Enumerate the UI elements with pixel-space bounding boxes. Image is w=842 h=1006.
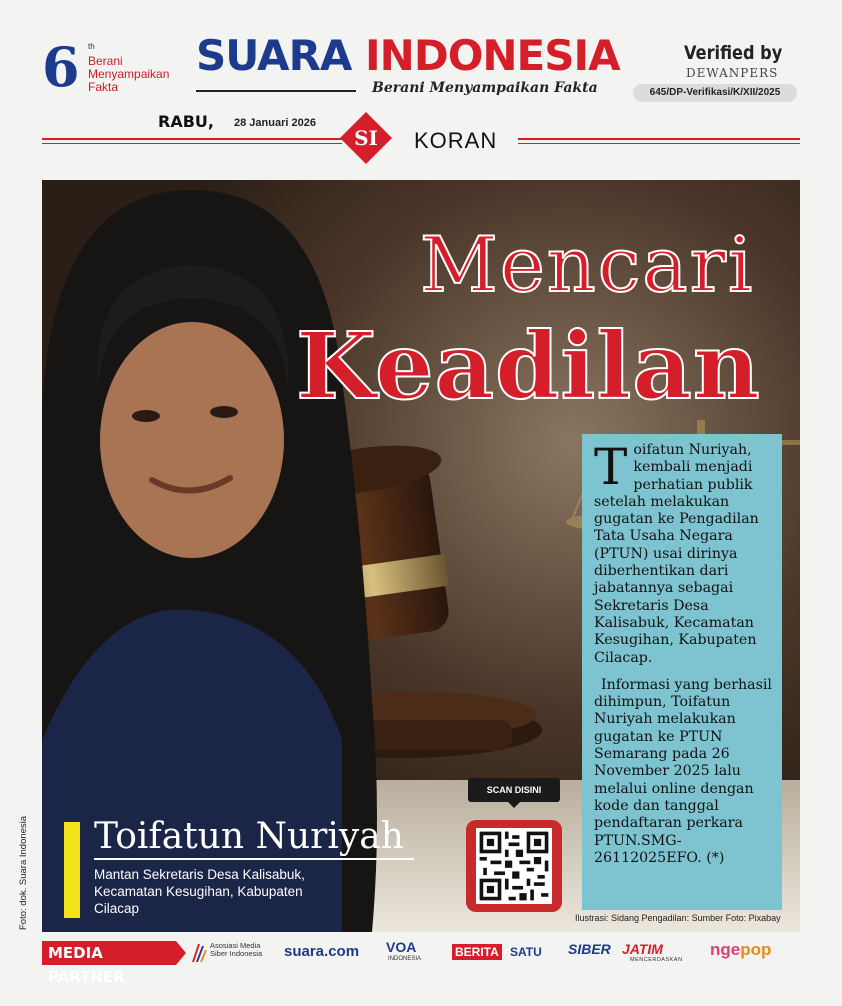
edition-day: RABU, [158, 112, 214, 131]
masthead-suara: SUARA [196, 31, 352, 80]
edition-date: 28 Januari 2026 [234, 117, 316, 129]
amsi-logo-icon [190, 942, 208, 964]
article-box [582, 434, 782, 910]
article-paragraph-1 [594, 438, 772, 667]
header-rule-right-thin [518, 143, 800, 144]
scan-label: SCAN DISINI [468, 778, 560, 802]
header-rule-left [42, 138, 342, 140]
anniversary-number: 6 [42, 35, 80, 99]
partner-voa-sub: INDONESIA [388, 956, 422, 962]
photo-credit: Foto: dok. Suara Indonesia [18, 815, 29, 930]
verification-code: 645/DP-Verifikasi/K/XII/2025 [633, 84, 797, 102]
caption-name: Toifatun Nuriyah [94, 816, 404, 857]
article-paragraph-1-text: oifatun Nuriyah, kembali menjadi perhatian publik setelah melakukan gugatan ke Pengadilan Tata Usaha Negara (PTUN) usai dirinya diberhentikan dari jabatannya sebagai Sekretaris Desa Kalisabuk, Kecamatan Kesugihan, Kabupaten Cilacap. [594, 442, 759, 666]
caption-accent-bar [64, 822, 80, 918]
qr-code[interactable] [466, 820, 562, 912]
partner-ngepop-b: pop [740, 940, 772, 959]
partner-suara[interactable]: suara.com [284, 943, 360, 960]
anniversary-suffix: th [88, 42, 95, 51]
partner-ngepop[interactable] [710, 940, 771, 960]
partner-siberjatim-siber[interactable]: SIBER [568, 941, 611, 957]
header-rule-left-thin [42, 143, 342, 144]
masthead-indonesia: INDONESIA [365, 31, 620, 80]
caption-description: Mantan Sekretaris Desa Kalisabuk, Kecamatan Kesugihan, Kabupaten Cilacap [94, 867, 305, 916]
anniversary-tagline: Berani Menyampaikan Fakta [88, 54, 170, 94]
article-dropcap: T [594, 438, 628, 496]
article-paragraph-2: Informasi yang berhasil dihimpun, Toifatun Nuriyah melakukan gugatan ke PTUN Semarang pada 26 November 2025 lalu melalui online dengan kode dan tanggal pendaftaran perkara PTUN.SMG-26112025EFO. (*) [594, 676, 772, 866]
tagline-rule [196, 90, 356, 92]
caption-rule [94, 858, 414, 860]
partner-beritasatu-berita[interactable]: BERITA [452, 944, 502, 960]
headline-line2: Keadilan [296, 312, 761, 420]
partner-amsi[interactable]: Asosiasi Media Siber Indonesia [210, 941, 263, 958]
section-name: KORAN [414, 128, 498, 153]
header-rule-right [518, 138, 800, 140]
qr-code-icon [476, 828, 552, 904]
partner-ngepop-a: nge [710, 940, 741, 959]
si-logo-icon [340, 112, 392, 164]
partner-siberjatim-sub: MENCERDASKAN [630, 957, 683, 963]
si-logo-text: SI [354, 126, 378, 150]
media-partner-label: MEDIA PARTNER [42, 941, 176, 965]
dewan-pers-logo: DEWANPERS [686, 66, 779, 80]
partner-siberjatim-jatim[interactable]: JATIM [622, 941, 663, 957]
partner-voa[interactable]: VOA [386, 939, 417, 955]
masthead-tagline: Berani Menyampaikan Fakta [372, 80, 598, 96]
masthead-logo[interactable] [196, 31, 620, 80]
verified-label: Verified by [684, 42, 783, 64]
headline-line1: Mencari [420, 220, 755, 309]
partner-beritasatu-satu[interactable]: SATU [510, 945, 542, 959]
illustration-credit: Ilustrasi: Sidang Pengadilan: Sumber Foto: Pixabay [575, 913, 781, 923]
